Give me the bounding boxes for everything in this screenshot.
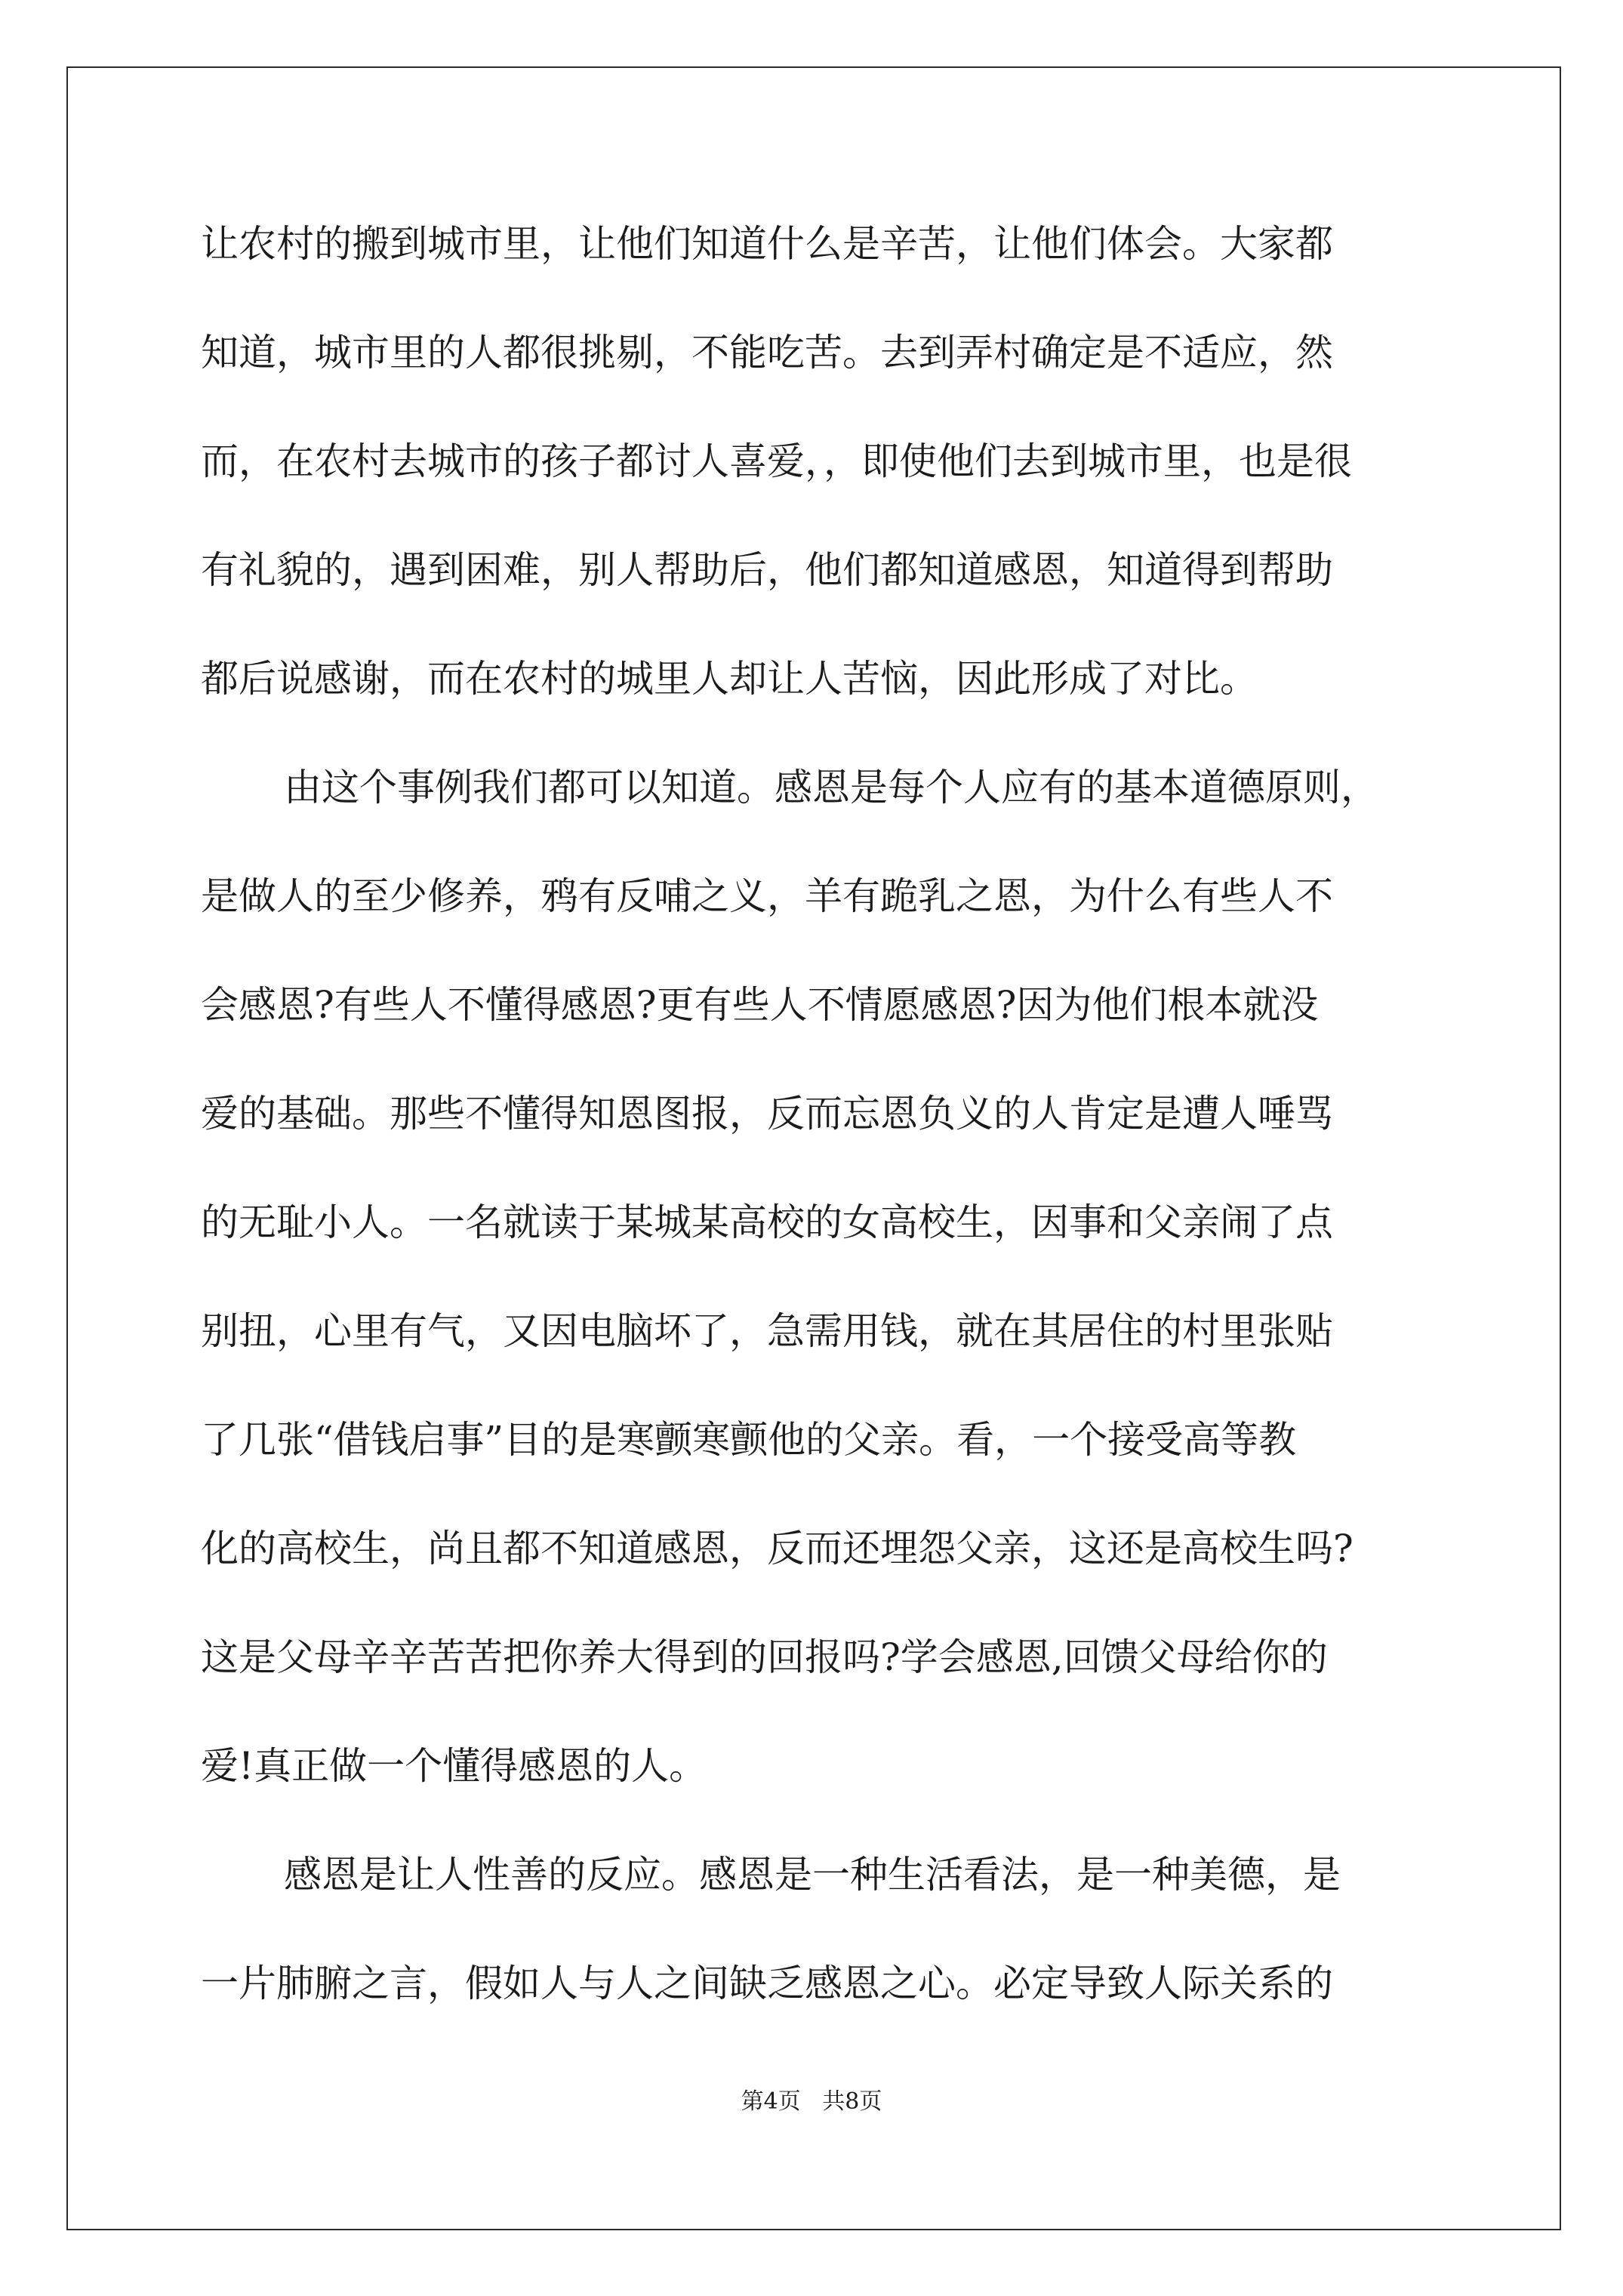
text-line: 知道，城市里的人都很挑剔，不能吃苦。去到弄村确定是不适应，然 xyxy=(201,331,1333,374)
text-line: 而，在农村去城市的孩子都讨人喜爱，，即使他们去到城市里，也是很 xyxy=(201,439,1352,483)
text-line: 爱!真正做一个懂得感恩的人。 xyxy=(201,1744,707,1788)
text-line: 由这个事例我们都可以知道。感恩是每个人应有的基本道德原则， xyxy=(284,766,1378,809)
text-line: 让农村的搬到城市里，让他们知道什么是辛苦，让他们体会。大家都 xyxy=(201,222,1333,266)
text-line: 会感恩?有些人不懂得感恩?更有些人不情愿感恩?因为他们根本就没 xyxy=(201,983,1319,1027)
text-line: 化的高校生，尚且都不知道感恩，反而还埋怨父亲，这还是高校生吗? xyxy=(201,1527,1354,1570)
document-body xyxy=(201,210,1424,2058)
text-line: 感恩是让人性善的反应。感恩是一种生活看法，是一种美德，是 xyxy=(284,1853,1341,1897)
text-line: 一片肺腑之言，假如人与人之间缺乏感恩之心。必定导致人际关系的 xyxy=(201,1962,1333,2005)
paragraph-3 xyxy=(201,1841,1424,2058)
text-line: 都后说感谢，而在农村的城里人却让人苦恼，因此形成了对比。 xyxy=(201,657,1258,701)
page-number-footer: 第4页 共8页 xyxy=(741,2088,882,2115)
text-line: 别扭，心里有气，又因电脑坏了，急需用钱，就在其居住的村里张贴 xyxy=(201,1309,1333,1353)
paragraph-1 xyxy=(201,210,1424,754)
paragraph-2 xyxy=(201,754,1424,1841)
text-line: 是做人的至少修养，鸦有反哺之义，羊有跪乳之恩，为什么有些人不 xyxy=(201,874,1333,918)
text-line: 有礼貌的，遇到困难，别人帮助后，他们都知道感恩，知道得到帮助 xyxy=(201,548,1333,592)
text-line: 的无耻小人。一名就读于某城某高校的女高校生，因事和父亲闹了点 xyxy=(201,1200,1333,1244)
text-line: 了几张“借钱启事”目的是寒颤寒颤他的父亲。看，一个接受高等教 xyxy=(201,1418,1297,1462)
text-line: 爱的基础。那些不懂得知恩图报，反而忘恩负义的人肯定是遭人唾骂 xyxy=(201,1092,1333,1136)
text-line: 这是父母辛辛苦苦把你养大得到的回报吗?学会感恩,回馈父母给你的 xyxy=(201,1635,1328,1679)
